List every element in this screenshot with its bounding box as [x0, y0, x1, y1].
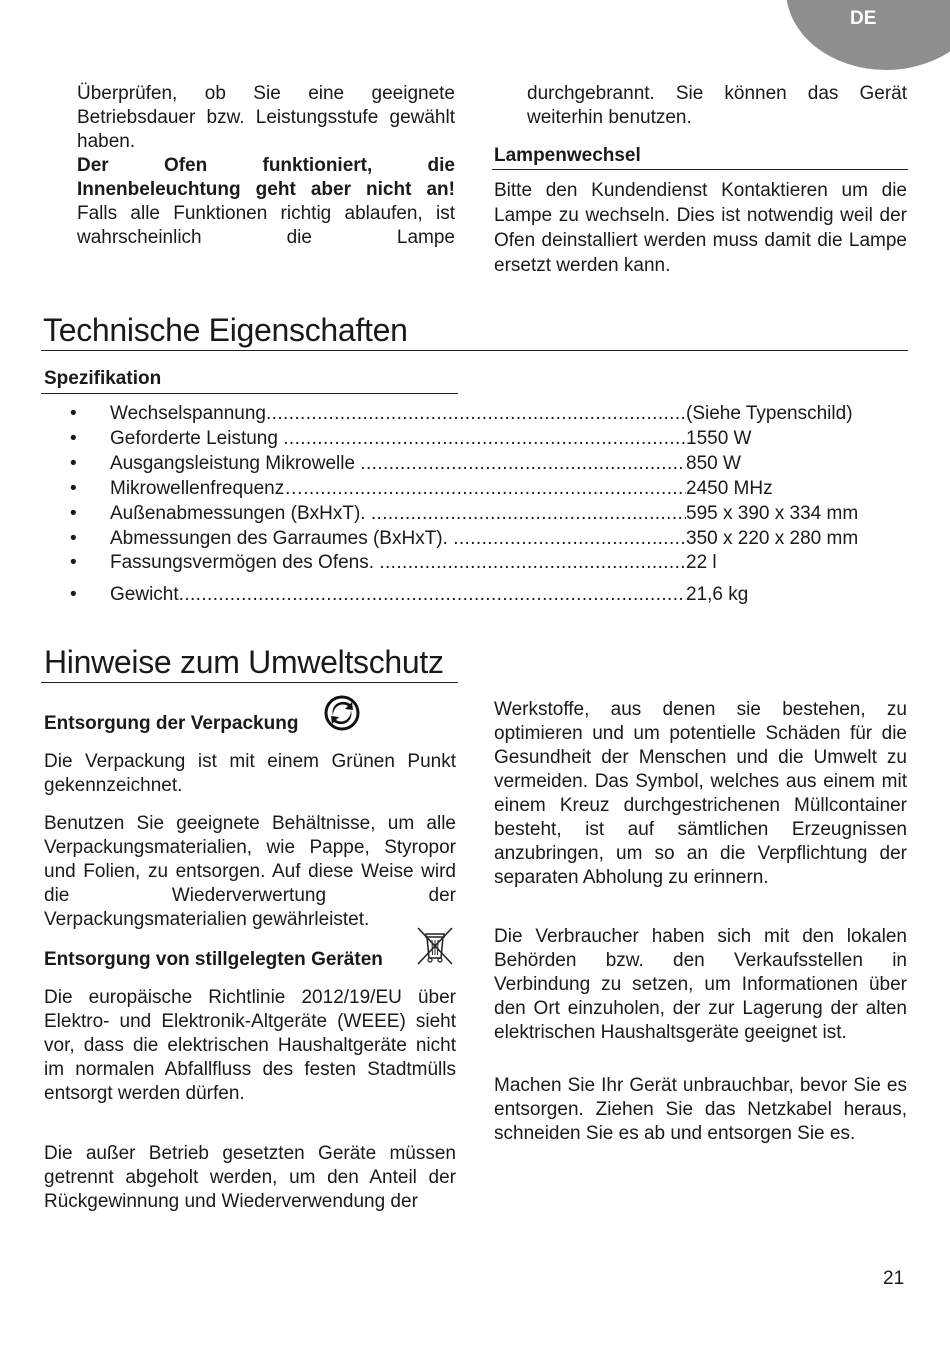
spec-value: 21,6 kg [686, 584, 749, 605]
spec-label: Geforderte Leistung ..... [110, 427, 686, 451]
language-label: DE [850, 8, 877, 29]
environment-right-paragraph-1: Werkstoffe, aus denen sie bestehen, zu optimieren und um potentielle Schäden für die Gesundheit der Menschen und die Umwelt zu vermeiden. Das Symbol, welches aus einem mit einem Kreuz durchgestrichenen Müllcontainer besteht, ist auf sämtlichen Erzeugnissen anzubringen, um so an die Verpflichtung der separaten Abholung zu erinnern. [494, 699, 907, 888]
spec-row [70, 477, 870, 501]
spec-value: (Siehe Typenschild) [686, 403, 853, 424]
environment-rule [41, 682, 458, 683]
specification-rule [41, 393, 458, 394]
packaging-paragraph-1: Die Verpackung ist mit einem Grünen Punkt gekennzeichnet. [44, 751, 456, 796]
bullet: • [70, 528, 77, 549]
green-dot-icon [324, 694, 360, 737]
spec-label: Außenabmessungen (BxHxT). ..... [110, 502, 686, 526]
oven-light-heading: Der Ofen funktioniert, die Innenbeleuchtung geht aber nicht an! [77, 155, 455, 200]
lamp-change-heading: Lampenwechsel [494, 145, 641, 166]
packaging-heading: Entsorgung der Verpackung [44, 713, 299, 734]
bullet: • [70, 503, 77, 524]
environment-right-paragraph-2: Die Verbraucher haben sich mit den lokalen Behörden bzw. den Verkaufsstellen in Verbindung zu setzen, um Informationen über den Ort einzuholen, der zur Lagerung der alten elektrischen Haushaltsgeräte geeignet ist. [494, 926, 907, 1043]
top-left-paragraph-3: Falls alle Funktionen richtig ablaufen, ist wahrscheinlich die Lampe [77, 203, 455, 248]
devices-paragraph-1: Die europäische Richtlinie 2012/19/EU über Elektro- und Elektronik-Altgeräte (WEEE) sieht vor, dass die elektrischen Haushaltgeräte nicht im normalen Abfallfluss des festen Stadtmülls entsorgt werden dürfen. [44, 987, 456, 1104]
spec-label: Mikrowellenfrequenz… ..... [110, 477, 686, 501]
devices-heading: Entsorgung von stillgelegten Geräten [44, 949, 383, 970]
lamp-change-rule [492, 169, 908, 170]
spec-value: 1550 W [686, 428, 752, 449]
bullet: • [70, 428, 77, 449]
packaging-paragraph-2: Benutzen Sie geeignete Behältnisse, um alle Verpackungsmaterialien, wie Pappe, Styropor und Folien, zu entsorgen. Auf diese Weise wird die Wiederverwertung der Verpackungsmaterialien gewährleistet. [44, 813, 456, 930]
spec-row [70, 551, 870, 575]
spec-row [70, 452, 870, 476]
spec-row [70, 527, 870, 551]
environment-right-paragraph-3: Machen Sie Ihr Gerät unbrauchbar, bevor Sie es entsorgen. Ziehen Sie das Netzkabel heraus, schneiden Sie es ab und entsorgen Sie es. [494, 1075, 907, 1144]
bullet: • [70, 552, 77, 573]
tech-specs-title: Technische Eigenschaften [43, 312, 408, 348]
spec-value: 22 l [686, 552, 717, 573]
top-right-paragraph-1: durchgebrannt. Sie können das Gerät weiterhin benutzen. [527, 83, 907, 128]
spec-label: Wechselspannung ..... [110, 402, 686, 426]
spec-row [70, 427, 870, 451]
tech-specs-rule [41, 350, 908, 351]
language-tab [786, 0, 950, 70]
bullet: • [70, 403, 77, 424]
spec-row [70, 502, 870, 526]
spec-label: Fassungsvermögen des Ofens. ..... [110, 551, 686, 575]
spec-value: 850 W [686, 453, 741, 474]
spec-value: 2450 MHz [686, 478, 773, 499]
environment-title: Hinweise zum Umweltschutz [44, 644, 444, 680]
bullet: • [70, 478, 77, 499]
spec-row [70, 402, 870, 426]
page-number: 21 [883, 1268, 905, 1289]
specification-heading: Spezifikation [44, 368, 162, 389]
spec-label: Abmessungen des Garraumes (BxHxT). ..... [110, 527, 686, 551]
lamp-change-text: Bitte den Kundendienst Kontaktieren um die Lampe zu wechseln. Dies ist notwendig weil der Ofen deinstalliert werden muss damit die Lampe ersetzt werden kann. [494, 180, 907, 276]
spec-value: 350 x 220 x 280 mm [686, 528, 859, 549]
spec-row [70, 583, 870, 607]
bullet: • [70, 453, 77, 474]
crossed-bin-icon [414, 926, 456, 971]
spec-label: Ausgangsleistung Mikrowelle ..... [110, 452, 686, 476]
bullet: • [70, 584, 77, 605]
top-left-paragraph-1: Überprüfen, ob Sie eine geeignete Betriebsdauer bzw. Leistungsstufe gewählt haben. [77, 83, 455, 152]
devices-paragraph-2: Die außer Betrieb gesetzten Geräte müssen getrennt abgeholt werden, um den Anteil der Rückgewinnung und Wiederverwendung der [44, 1143, 456, 1212]
spec-label: Gewicht ..... [110, 583, 686, 607]
spec-value: 595 x 390 x 334 mm [686, 503, 859, 524]
